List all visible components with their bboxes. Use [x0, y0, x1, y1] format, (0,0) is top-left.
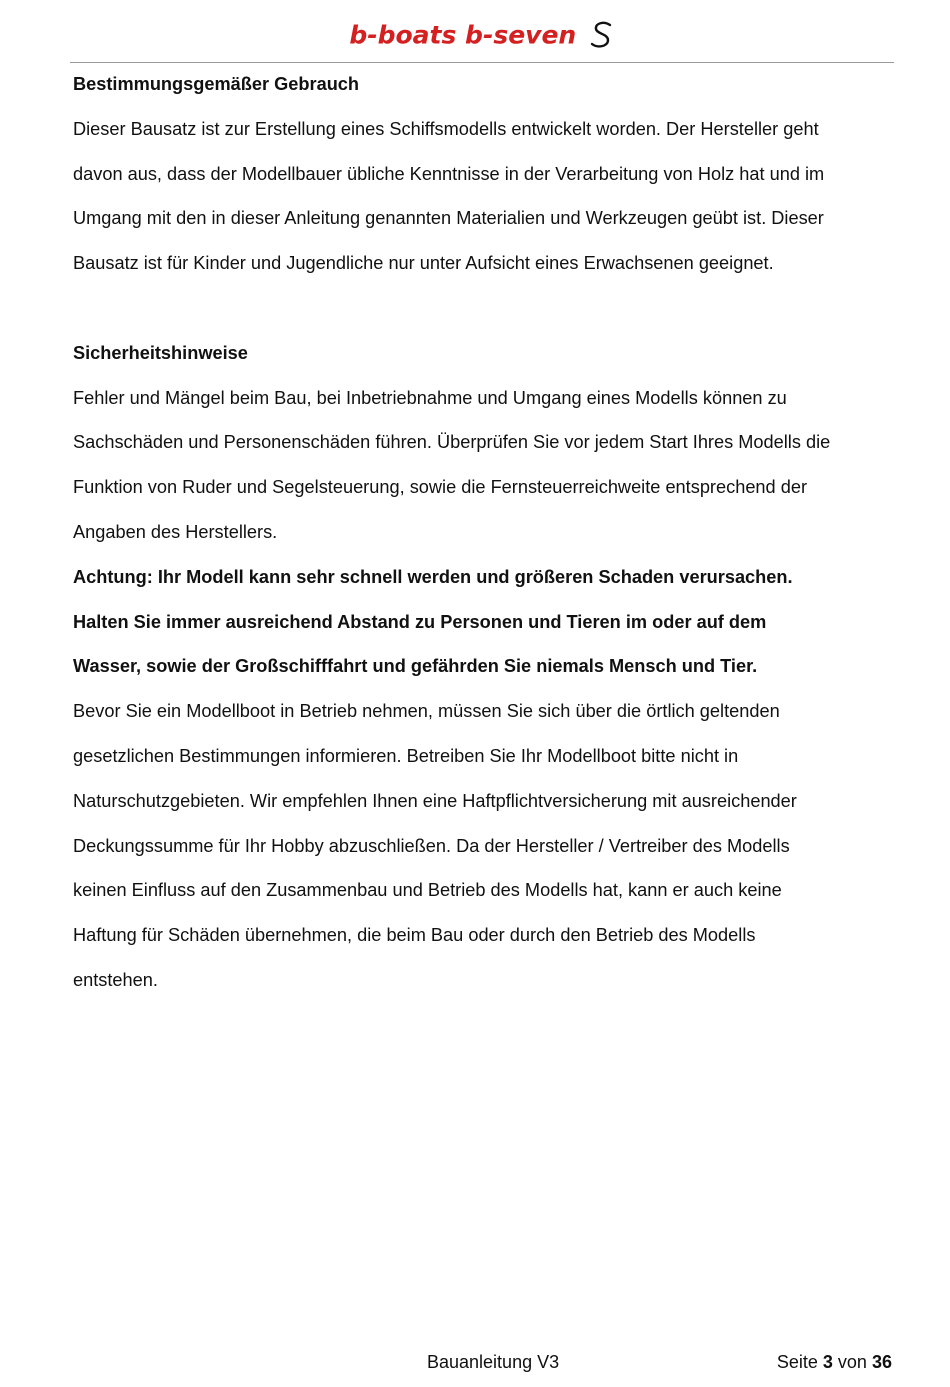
warning-line: Wasser, sowie der Großschifffahrt und gefährden Sie niemals Mensch und Tier.	[73, 656, 758, 677]
page-total: 36	[871, 1352, 892, 1372]
brand-logo	[349, 20, 614, 50]
page-header	[70, 18, 894, 63]
paragraph-line: Deckungssumme für Ihr Hobby abzuschließen. Da der Hersteller / Vertreiber des Modells	[73, 835, 790, 856]
paragraph-line: Naturschutzgebieten. Wir empfehlen Ihnen eine Haftpflichtversicherung mit ausreichender	[73, 790, 797, 811]
paragraph-line: Dieser Bausatz ist zur Erstellung eines Schiffsmodells entwickelt worden. Der Hersteller geht	[73, 118, 819, 139]
paragraph-line: davon aus, dass der Modellbauer übliche Kenntnisse in der Verarbeitung von Holz hat und im	[73, 163, 825, 184]
paragraph-line: gesetzlichen Bestimmungen informieren. Betreiben Sie Ihr Modellboot bitte nicht in	[73, 745, 739, 766]
section-heading-safety: Sicherheitshinweise	[73, 342, 248, 363]
paragraph-line: Bevor Sie ein Modellboot in Betrieb nehmen, müssen Sie sich über die örtlich geltenden	[73, 701, 780, 722]
section-spacer	[73, 286, 903, 331]
page-prefix: Seite	[776, 1352, 818, 1372]
page-content	[73, 62, 903, 1003]
warning-line: Halten Sie immer ausreichend Abstand zu Personen und Tieren im oder auf dem	[73, 611, 767, 632]
stylized-s-icon	[589, 20, 615, 50]
footer-document-title: Bauanleitung V3	[427, 1352, 560, 1372]
warning-line: Achtung: Ihr Modell kann sehr schnell werden und größeren Schaden verursachen.	[73, 566, 793, 587]
paragraph-line: Umgang mit den in dieser Anleitung genannten Materialien und Werkzeugen geübt ist. Dieser	[73, 208, 824, 229]
paragraph-line: Angaben des Herstellers.	[73, 521, 278, 542]
page-separator: von	[837, 1352, 867, 1372]
brand-logo-text: b-boats b-seven	[349, 20, 577, 50]
page-current: 3	[822, 1352, 833, 1372]
paragraph-line: keinen Einfluss auf den Zusammenbau und Betrieb des Modells hat, kann er auch keine	[73, 880, 782, 901]
section-heading-intended-use: Bestimmungsgemäßer Gebrauch	[73, 74, 360, 94]
paragraph-line: Bausatz ist für Kinder und Jugendliche nur unter Aufsicht eines Erwachsenen geeignet.	[73, 253, 774, 274]
paragraph-line: entstehen.	[73, 969, 158, 990]
paragraph-line: Haftung für Schäden übernehmen, die beim Bau oder durch den Betrieb des Modells	[73, 925, 756, 946]
paragraph-line: Funktion von Ruder und Segelsteuerung, sowie die Fernsteuerreichweite entsprechend der	[73, 477, 808, 498]
footer-page-number	[777, 1352, 892, 1373]
paragraph-line: Sachschäden und Personenschäden führen. Überprüfen Sie vor jedem Start Ihres Modells die	[73, 432, 831, 453]
paragraph-line: Fehler und Mängel beim Bau, bei Inbetriebnahme und Umgang eines Modells können zu	[73, 387, 787, 408]
